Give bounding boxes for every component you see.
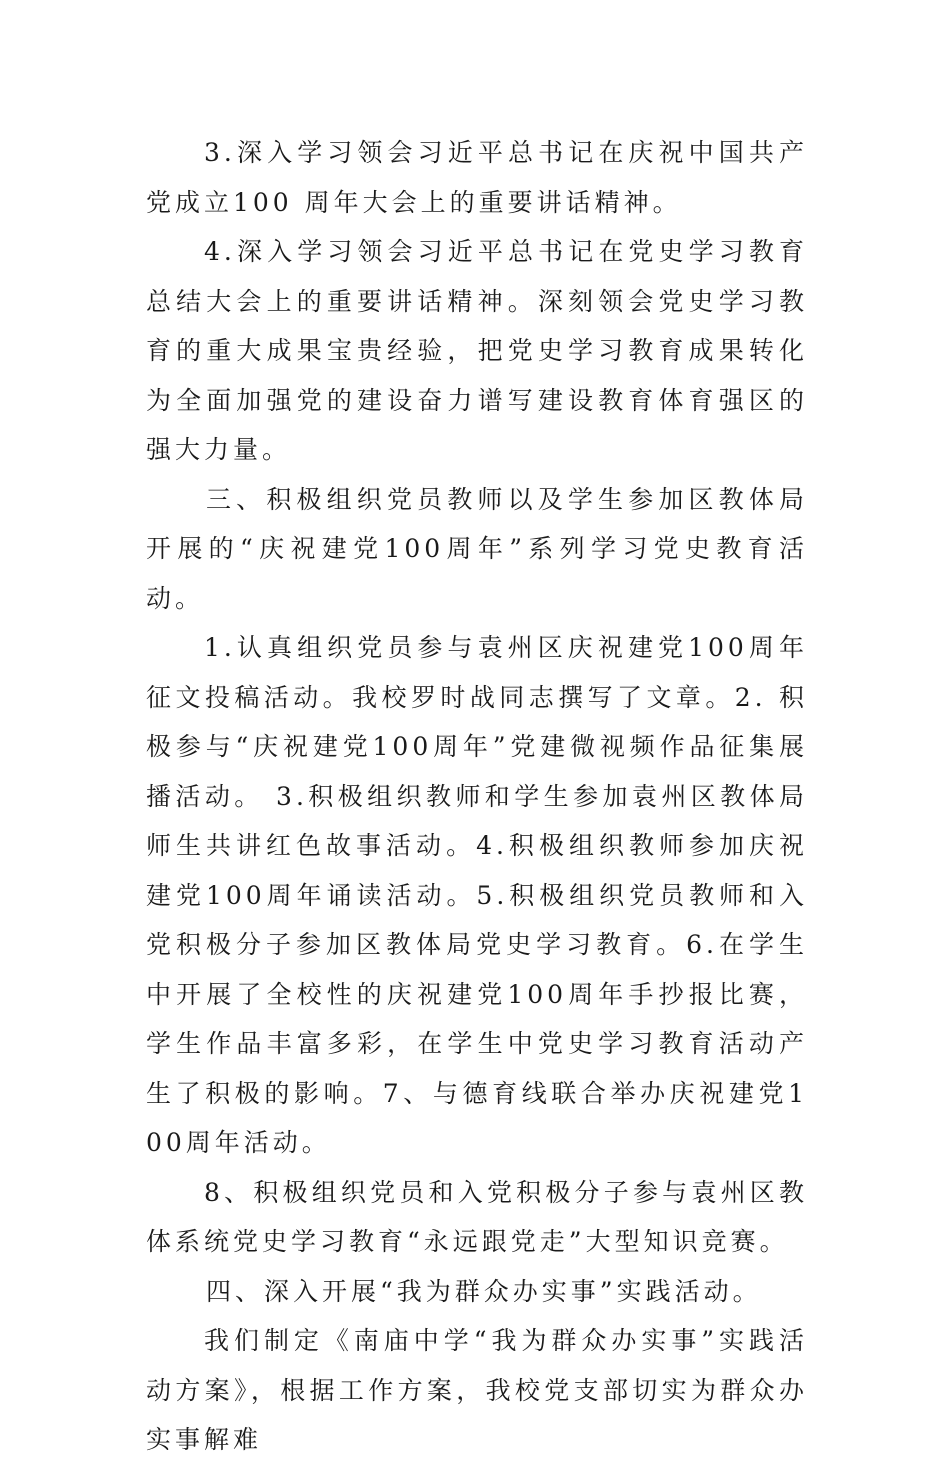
paragraph-item-4: 4.深入学习领会习近平总书记在党史学习教育总结大会上的重要讲话精神。深刻领会党史学习教育的重大成果宝贵经验，把党史学习教育成果转化为全面加强党的建设奋力谱写建设教育体育强区的强大力量。 xyxy=(146,237,808,464)
section-heading-four: 四、深入开展“我为群众办实事”实践活动。 xyxy=(206,1276,762,1306)
document-body xyxy=(146,128,808,1465)
paragraph-activities-list: 1.认真组织党员参与袁州区庆祝建党100周年征文投稿活动。我校罗时战同志撰写了文章。2. 积极参与“庆祝建党100周年”党建微视频作品征集展播活动。 3.积极组织教师和学生参加袁州区教体局师生共讲红色故事活动。4.积极组织教师参加庆祝建党100周年诵读活动。5.积极组织党员教师和入党积极分子参加区教体局党史学习教育。6.在学生中开展了全校性的庆祝建党100周年手抄报比赛，学生作品丰富多彩，在学生中党史学习教育活动产生了积极的影响。7、与德育线联合举办庆祝建党100周年活动。 xyxy=(146,633,808,1157)
paragraph-practice-plan: 我们制定《南庙中学“我为群众办实事”实践活动方案》，根据工作方案，我校党支部切实为群众办实事解难 xyxy=(146,1326,808,1454)
paragraph-item-8: 8、积极组织党员和入党积极分子参与袁州区教体系统党史学习教育“永远跟党走”大型知识竞赛。 xyxy=(146,1177,808,1256)
section-heading-three: 三、积极组织党员教师以及学生参加区教体局开展的“庆祝建党100周年”系列学习党史教育活动。 xyxy=(146,484,808,613)
paragraph-item-3: 3.深入学习领会习近平总书记在庆祝中国共产党成立100 周年大会上的重要讲话精神。 xyxy=(146,138,808,217)
